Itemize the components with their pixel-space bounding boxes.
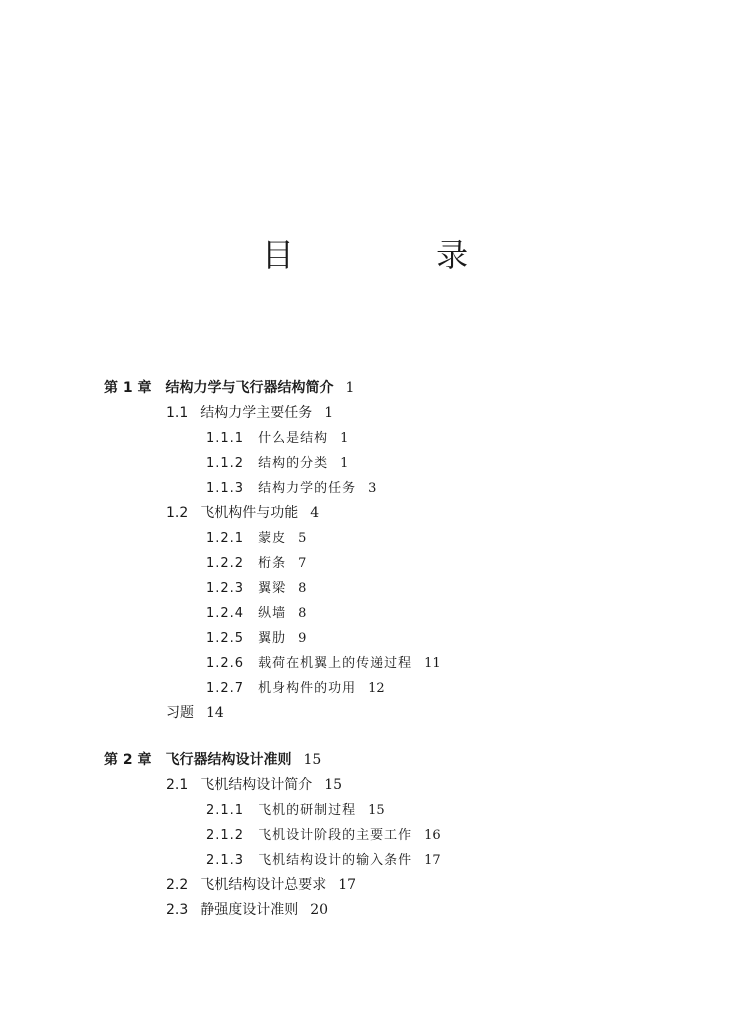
- toc-entry-number: 2.1.2: [206, 828, 245, 843]
- toc-subsection-entry[interactable]: [104, 601, 664, 626]
- toc-page-number: 1: [345, 380, 355, 396]
- toc-entry-number: 1.1: [166, 405, 189, 421]
- page-title: 目 录: [261, 236, 535, 274]
- toc-entry-title: 桁条: [258, 556, 287, 571]
- toc-entry-title: 翼梁: [258, 581, 287, 596]
- table-of-contents: [104, 376, 664, 945]
- toc-page-number: 4: [310, 505, 320, 521]
- toc-section-entry[interactable]: [104, 873, 664, 898]
- toc-section-entry[interactable]: [104, 898, 664, 923]
- toc-page-number: 20: [310, 902, 329, 918]
- toc-entry-title: 什么是结构: [258, 431, 329, 446]
- toc-page-number: 15: [324, 777, 343, 793]
- toc-entry-title: 机身构件的功用: [258, 681, 357, 696]
- toc-entry-title: 纵墙: [258, 606, 287, 621]
- toc-entry-number: 1.2: [166, 505, 189, 521]
- toc-entry-number: 1.2.4: [206, 606, 245, 621]
- toc-page-number: 12: [368, 681, 385, 696]
- toc-entry-title: 翼肋: [258, 631, 287, 646]
- toc-entry-title: 结构力学主要任务: [200, 405, 313, 421]
- toc-entry-title: 载荷在机翼上的传递过程: [258, 656, 413, 671]
- toc-page-number: 8: [298, 606, 307, 621]
- toc-entry-title: 习题: [166, 705, 194, 721]
- toc-chapter-title: 飞行器结构设计准则: [165, 752, 292, 768]
- toc-subsection-entry[interactable]: [104, 476, 664, 501]
- toc-page-number: 7: [298, 556, 307, 571]
- toc-subsection-entry[interactable]: [104, 626, 664, 651]
- toc-subsection-entry[interactable]: [104, 426, 664, 451]
- toc-entry-title: 结构力学的任务: [258, 481, 357, 496]
- toc-page-number: 1: [324, 405, 334, 421]
- toc-entry-title: 飞机的研制过程: [258, 803, 357, 818]
- toc-entry-number: 1.2.5: [206, 631, 245, 646]
- toc-entry-title: 静强度设计准则: [200, 902, 299, 918]
- toc-page-number: 17: [338, 877, 357, 893]
- toc-page-number: 1: [340, 431, 349, 446]
- toc-page-number: 1: [340, 456, 349, 471]
- toc-chapter-number: 第 2 章: [104, 752, 152, 768]
- toc-entry-title: 飞机构件与功能: [200, 505, 299, 521]
- toc-chapter-section: [104, 376, 664, 726]
- toc-entry-number: 2.3: [166, 902, 189, 918]
- toc-subsection-entry[interactable]: [104, 551, 664, 576]
- toc-page-number: 5: [298, 531, 307, 546]
- toc-entry-title: 结构的分类: [258, 456, 329, 471]
- toc-entry-title: 飞机设计阶段的主要工作: [258, 828, 413, 843]
- toc-entry-number: 2.1: [166, 777, 189, 793]
- toc-entry-title: 飞机结构设计简介: [200, 777, 313, 793]
- toc-entry-title: 飞机结构设计的输入条件: [258, 853, 413, 868]
- toc-entry-number: 1.2.7: [206, 681, 245, 696]
- toc-page-number: 3: [368, 481, 377, 496]
- toc-entry-number: 1.2.3: [206, 581, 245, 596]
- toc-subsection-entry[interactable]: [104, 676, 664, 701]
- toc-entry-number: 1.2.2: [206, 556, 245, 571]
- toc-page-number: 14: [206, 705, 224, 721]
- toc-page-number: 15: [303, 752, 322, 768]
- toc-entry-number: 1.2.6: [206, 656, 245, 671]
- toc-entry-number: 2.1.1: [206, 803, 245, 818]
- toc-entry-number: 1.1.2: [206, 456, 245, 471]
- toc-subsection-entry[interactable]: [104, 651, 664, 676]
- toc-chapter-number: 第 1 章: [104, 380, 152, 396]
- toc-page-number: 17: [424, 853, 441, 868]
- toc-entry-title: 蒙皮: [258, 531, 287, 546]
- toc-section-entry[interactable]: [104, 701, 664, 726]
- toc-page-number: 15: [368, 803, 385, 818]
- toc-section-entry[interactable]: [104, 501, 664, 526]
- toc-entry-title: 飞机结构设计总要求: [200, 877, 327, 893]
- toc-chapter-section: [104, 748, 664, 923]
- toc-chapter-entry[interactable]: [104, 376, 664, 401]
- toc-subsection-entry[interactable]: [104, 823, 664, 848]
- toc-section-entry[interactable]: [104, 401, 664, 426]
- toc-section-entry[interactable]: [104, 773, 664, 798]
- toc-entry-number: 2.1.3: [206, 853, 245, 868]
- toc-entry-number: 1.1.1: [206, 431, 245, 446]
- toc-subsection-entry[interactable]: [104, 798, 664, 823]
- toc-page-number: 9: [298, 631, 307, 646]
- toc-subsection-entry[interactable]: [104, 451, 664, 476]
- toc-subsection-entry[interactable]: [104, 576, 664, 601]
- toc-subsection-entry[interactable]: [104, 848, 664, 873]
- toc-page-number: 11: [424, 656, 441, 671]
- toc-entry-number: 1.1.3: [206, 481, 245, 496]
- toc-page-number: 16: [424, 828, 441, 843]
- toc-page-number: 8: [298, 581, 307, 596]
- toc-entry-number: 1.2.1: [206, 531, 245, 546]
- toc-entry-number: 2.2: [166, 877, 189, 893]
- toc-subsection-entry[interactable]: [104, 526, 664, 551]
- toc-chapter-title: 结构力学与飞行器结构简介: [165, 380, 334, 396]
- toc-chapter-entry[interactable]: [104, 748, 664, 773]
